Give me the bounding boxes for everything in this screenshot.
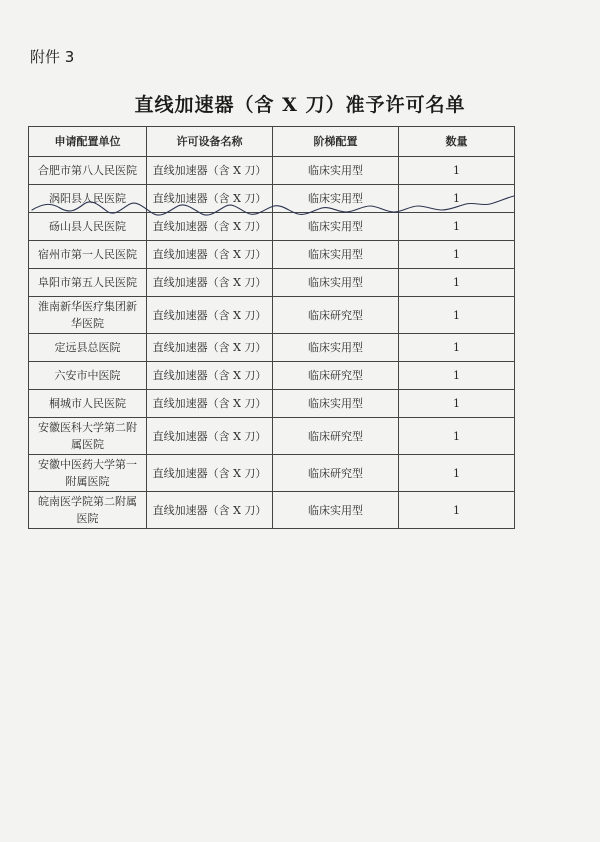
document-title: 直线加速器（含 X 刀）准予许可名单 xyxy=(134,94,466,116)
cell-tier: 临床实用型 xyxy=(273,492,399,529)
cell-quantity: 1 xyxy=(399,492,515,529)
cell-quantity: 1 xyxy=(399,390,515,418)
cell-tier: 临床研究型 xyxy=(273,297,399,334)
cell-tier: 临床实用型 xyxy=(273,390,399,418)
cell-tier: 临床实用型 xyxy=(273,157,399,185)
cell-quantity: 1 xyxy=(399,241,515,269)
table-row xyxy=(29,390,515,418)
cell-device: 直线加速器（含 X 刀） xyxy=(147,418,273,455)
table-row xyxy=(29,297,515,334)
cell-unit: 涡阳县人民医院 xyxy=(29,185,147,213)
table-row xyxy=(29,492,515,529)
cell-quantity: 1 xyxy=(399,269,515,297)
table-row xyxy=(29,455,515,492)
header-device-name: 许可设备名称 xyxy=(147,127,273,157)
cell-quantity: 1 xyxy=(399,297,515,334)
cell-unit: 定远县总医院 xyxy=(29,334,147,362)
cell-unit: 皖南医学院第二附属医院 xyxy=(29,492,147,529)
cell-tier: 临床研究型 xyxy=(273,455,399,492)
cell-tier: 临床实用型 xyxy=(273,213,399,241)
cell-tier: 临床研究型 xyxy=(273,362,399,390)
cell-quantity: 1 xyxy=(399,185,515,213)
table-row xyxy=(29,213,515,241)
header-quantity: 数量 xyxy=(399,127,515,157)
cell-quantity: 1 xyxy=(399,418,515,455)
cell-device: 直线加速器（含 X 刀） xyxy=(147,157,273,185)
cell-quantity: 1 xyxy=(399,213,515,241)
cell-device: 直线加速器（含 X 刀） xyxy=(147,185,273,213)
cell-device: 直线加速器（含 X 刀） xyxy=(147,213,273,241)
cell-device: 直线加速器（含 X 刀） xyxy=(147,297,273,334)
cell-unit: 安徽医科大学第二附属医院 xyxy=(29,418,147,455)
cell-quantity: 1 xyxy=(399,157,515,185)
cell-device: 直线加速器（含 X 刀） xyxy=(147,241,273,269)
cell-unit: 合肥市第八人民医院 xyxy=(29,157,147,185)
attachment-label: 附件 3 xyxy=(30,48,75,66)
table-row xyxy=(29,269,515,297)
cell-tier: 临床实用型 xyxy=(273,269,399,297)
header-applicant-unit: 申请配置单位 xyxy=(29,127,147,157)
table-header-row xyxy=(29,127,515,157)
permit-table xyxy=(28,126,515,529)
cell-tier: 临床研究型 xyxy=(273,418,399,455)
table-row xyxy=(29,241,515,269)
cell-unit: 淮南新华医疗集团新华医院 xyxy=(29,297,147,334)
cell-device: 直线加速器（含 X 刀） xyxy=(147,455,273,492)
cell-quantity: 1 xyxy=(399,455,515,492)
cell-tier: 临床实用型 xyxy=(273,334,399,362)
table-row xyxy=(29,362,515,390)
cell-unit: 阜阳市第五人民医院 xyxy=(29,269,147,297)
cell-tier: 临床实用型 xyxy=(273,241,399,269)
cell-tier: 临床实用型 xyxy=(273,185,399,213)
table-row xyxy=(29,185,515,213)
cell-device: 直线加速器（含 X 刀） xyxy=(147,269,273,297)
table-row xyxy=(29,418,515,455)
cell-quantity: 1 xyxy=(399,362,515,390)
cell-unit: 桐城市人民医院 xyxy=(29,390,147,418)
table-row xyxy=(29,157,515,185)
cell-unit: 安徽中医药大学第一附属医院 xyxy=(29,455,147,492)
cell-device: 直线加速器（含 X 刀） xyxy=(147,390,273,418)
cell-device: 直线加速器（含 X 刀） xyxy=(147,362,273,390)
table-row xyxy=(29,334,515,362)
cell-device: 直线加速器（含 X 刀） xyxy=(147,334,273,362)
cell-unit: 宿州市第一人民医院 xyxy=(29,241,147,269)
cell-device: 直线加速器（含 X 刀） xyxy=(147,492,273,529)
cell-quantity: 1 xyxy=(399,334,515,362)
cell-unit: 砀山县人民医院 xyxy=(29,213,147,241)
cell-unit: 六安市中医院 xyxy=(29,362,147,390)
header-tier-config: 阶梯配置 xyxy=(273,127,399,157)
